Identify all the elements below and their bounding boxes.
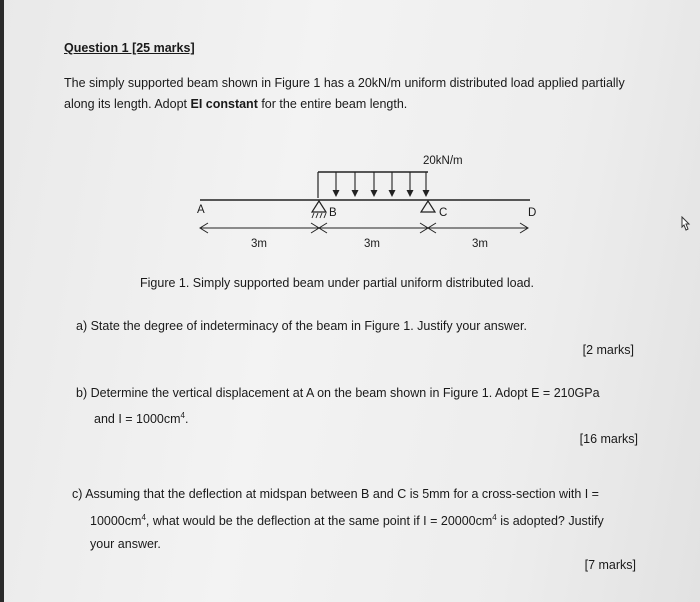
part-c-exponent-2: 4 bbox=[492, 513, 497, 522]
part-c-line-3: your answer. bbox=[90, 537, 161, 551]
part-b-exponent: 4 bbox=[180, 411, 185, 420]
intro-line-2-bold: EI constant bbox=[190, 97, 258, 111]
part-b-line-2-post: . bbox=[184, 412, 189, 427]
udl-arrows bbox=[333, 172, 430, 197]
intro-line-2-pre: along its length. Adopt bbox=[64, 97, 191, 111]
intro-line-2-post: for the entire beam length. bbox=[257, 97, 408, 111]
load-label: 20kN/m bbox=[423, 155, 463, 167]
beam-figure bbox=[0, 0, 700, 270]
part-b-line-2 bbox=[94, 411, 188, 426]
part-c-line-2 bbox=[90, 513, 604, 528]
part-c-line-2-c: is adopted? Justify bbox=[496, 514, 604, 529]
point-a-label: A bbox=[197, 204, 205, 216]
span-cd-label: 3m bbox=[472, 238, 488, 250]
point-c-label: C bbox=[439, 207, 448, 219]
point-d-label: D bbox=[528, 207, 537, 219]
part-c-exponent-1: 4 bbox=[141, 513, 146, 522]
mouse-cursor-icon bbox=[678, 216, 692, 232]
support-c bbox=[421, 201, 435, 212]
point-b-label: B bbox=[329, 207, 337, 219]
part-c-line-2-b: , what would be the deflection at the same point if I = 20000cm bbox=[145, 514, 493, 529]
part-c-line-1: c) Assuming that the deflection at midspan between B and C is 5mm for a cross-section with I = bbox=[72, 487, 599, 501]
part-b-marks: [16 marks] bbox=[579, 432, 638, 446]
span-ab-label: 3m bbox=[251, 238, 267, 250]
support-b bbox=[312, 201, 326, 212]
span-bc-label: 3m bbox=[364, 238, 380, 250]
figure-caption: Figure 1. Simply supported beam under partial uniform distributed load. bbox=[140, 276, 534, 290]
intro-line-1: The simply supported beam shown in Figure 1 has a 20kN/m uniform distributed load applied partially bbox=[64, 76, 625, 90]
part-c-line-2-a: 10000cm bbox=[90, 514, 142, 529]
part-b-line-2-pre: and I = 1000cm bbox=[94, 412, 181, 427]
question-title: Question 1 [25 marks] bbox=[64, 41, 195, 55]
support-b-hatch bbox=[312, 213, 326, 218]
part-a-text: a) State the degree of indeterminacy of the beam in Figure 1. Justify your answer. bbox=[76, 319, 527, 333]
part-c-marks: [7 marks] bbox=[584, 558, 636, 572]
part-a-marks: [2 marks] bbox=[582, 343, 634, 357]
part-b-line-1: b) Determine the vertical displacement at A on the beam shown in Figure 1. Adopt E = 210GPa bbox=[76, 386, 600, 400]
